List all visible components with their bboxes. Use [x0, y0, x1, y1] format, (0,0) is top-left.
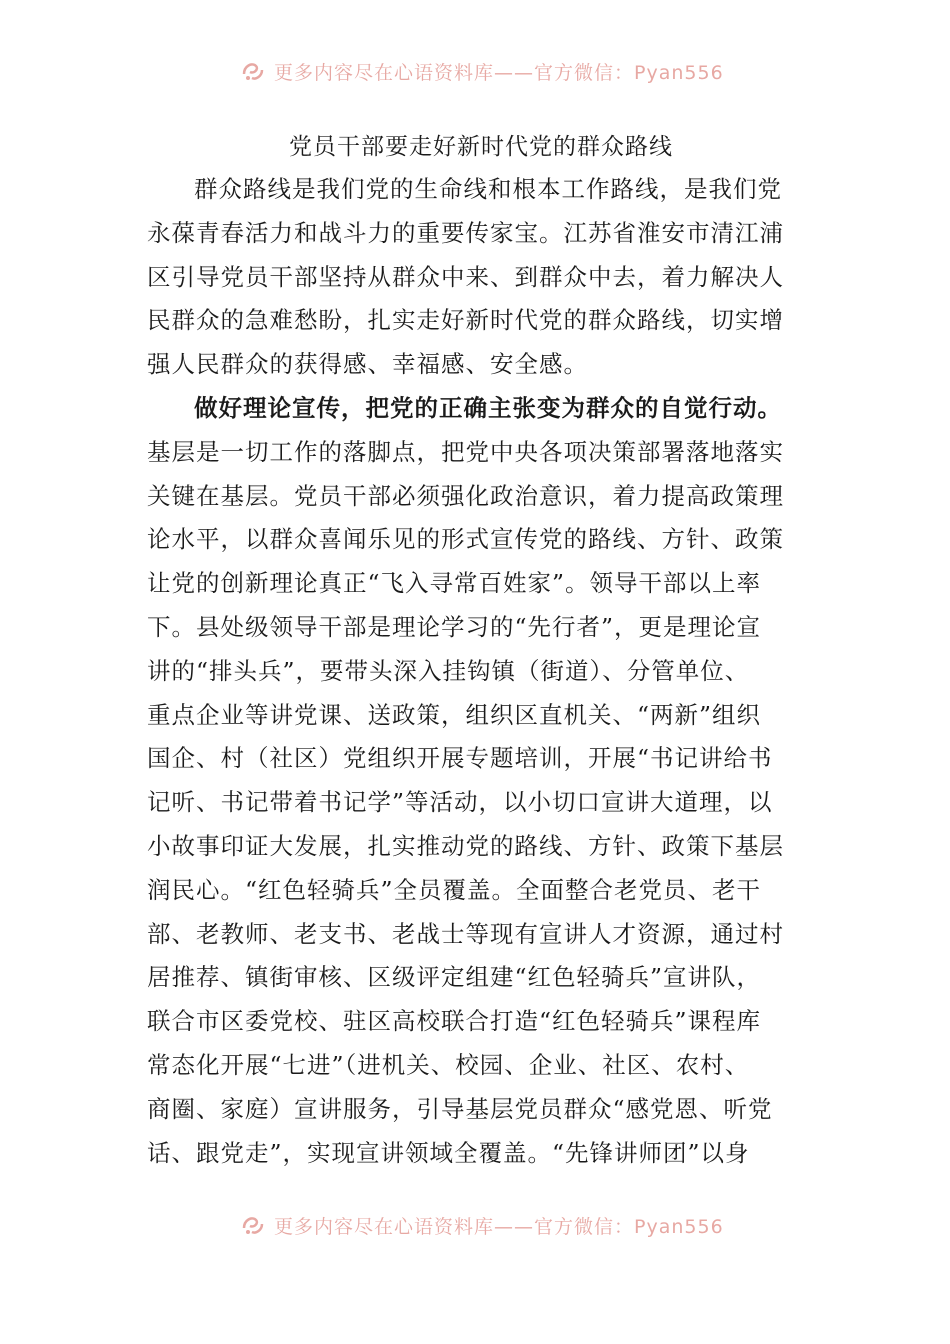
text-line: 联合市区委党校、驻区高校联合打造“红色轻骑兵”课程库	[147, 1007, 762, 1036]
text-line: 民群众的急难愁盼，扎实走好新时代党的群众路线，切实增	[147, 306, 784, 335]
text-line: 重点企业等讲党课、送政策，组织区直机关、“两新”组织	[147, 700, 762, 729]
watermark-logo-icon	[240, 1212, 266, 1238]
text-line: 国企、村（社区）党组织开展专题培训，开展“书记讲给书	[147, 744, 773, 773]
document-title: 党员干部要走好新时代党的群众路线	[289, 134, 673, 160]
text-line: 关键在基层。党员干部必须强化政治意识，着力提高政策理	[147, 481, 784, 510]
text-line: 永葆青春活力和战斗力的重要传家宝。江苏省淮安市清江浦	[147, 218, 784, 247]
text-line: 部、老教师、老支书、老战士等现有宣讲人才资源，通过村	[147, 919, 784, 948]
text-line: 群众路线是我们党的生命线和根本工作路线，是我们党	[194, 175, 782, 203]
document-text	[147, 168, 815, 1175]
text-line: 常态化开展“七进”（进机关、校园、企业、社区、农村、	[147, 1050, 750, 1079]
watermark-header	[240, 56, 724, 86]
text-line: 基层是一切工作的落脚点，把党中央各项决策部署落地落实	[147, 437, 784, 466]
text-line: 区引导党员干部坚持从群众中来、到群众中去，着力解决人	[147, 262, 784, 291]
text-line: 话、跟党走”，实现宣讲领域全覆盖。“先锋讲师团”以身	[147, 1138, 750, 1167]
text-line: 润民心。“红色轻骑兵”全员覆盖。全面整合老党员、老干	[147, 875, 762, 904]
watermark-text: 更多内容尽在心语资料库——官方微信：Pyan556	[274, 1215, 724, 1238]
watermark-logo-icon	[240, 58, 266, 84]
text-line: 记听、书记带着书记学”等活动，以小切口宣讲大道理，以	[147, 788, 773, 817]
text-line: 论水平，以群众喜闻乐见的形式宣传党的路线、方针、政策	[147, 525, 784, 554]
text-line: 讲的“排头兵”，要带头深入挂钩镇（街道）、分管单位、	[147, 656, 750, 685]
text-line: 商圈、家庭）宣讲服务，引导基层党员群众“感党恩、听党	[147, 1094, 773, 1123]
text-line: 下。县处级领导干部是理论学习的“先行者”，更是理论宣	[147, 612, 762, 641]
watermark-footer	[240, 1210, 724, 1240]
text-line: 小故事印证大发展，扎实推动党的路线、方针、政策下基层	[147, 831, 784, 860]
text-line: 让党的创新理论真正“飞入寻常百姓家”。领导干部以上率	[147, 569, 762, 598]
text-line: 强人民群众的获得感、幸福感、安全感。	[147, 350, 588, 379]
document-body	[147, 126, 815, 1175]
section-heading-line: 做好理论宣传，把党的正确主张变为群众的自觉行动。	[194, 393, 782, 422]
text-line: 居推荐、镇街审核、区级评定组建“红色轻骑兵”宣讲队，	[147, 963, 762, 992]
watermark-text: 更多内容尽在心语资料库——官方微信：Pyan556	[274, 61, 724, 84]
